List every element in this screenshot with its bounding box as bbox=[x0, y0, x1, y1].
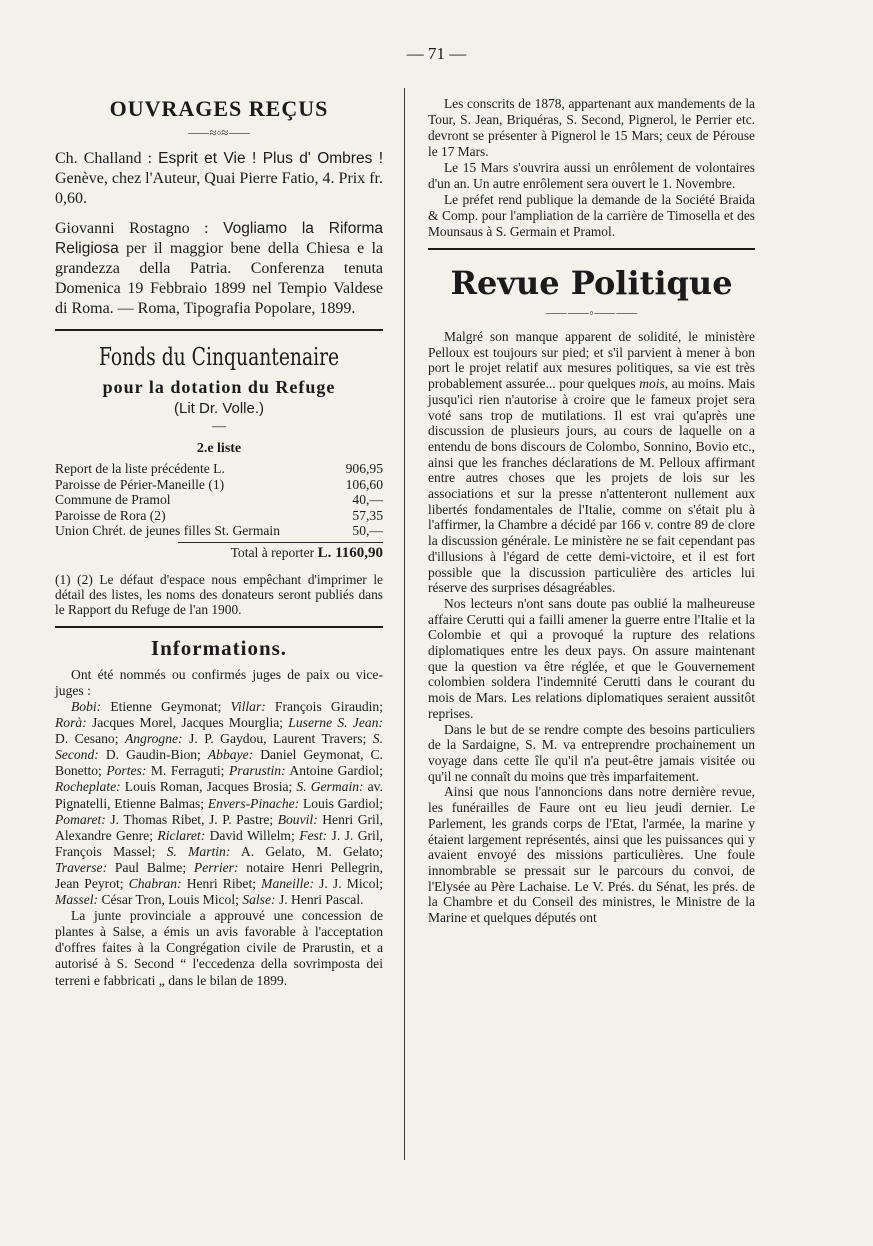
revue-paragraph: Dans le but de se rendre compte des besoins particuliers de la Sardaigne, S. M. va entreprendre prochainement un voyage dans cette île qu'il n'a peut-être jamais visitée ou qu'il ne connaît du moins que très imparfaitement. bbox=[428, 721, 755, 784]
news-paragraph: Le préfet rend publique la demande de la Société Braida & Comp. pour l'ampliation de la carrière de Timosella et des Mounsaus à S. Germain et Pramol. bbox=[428, 192, 755, 239]
list-item bbox=[55, 477, 383, 493]
ouvrage-author: Ch. Challand : bbox=[55, 150, 153, 167]
left-column bbox=[55, 96, 383, 989]
total-value: L. 1160,90 bbox=[317, 544, 383, 561]
informations-body bbox=[55, 667, 383, 989]
ouvrages-ornament: ⸺≈◦≈⸺ bbox=[187, 125, 251, 140]
section-rule bbox=[55, 626, 383, 628]
donation-list bbox=[55, 461, 383, 562]
news-items bbox=[428, 96, 755, 240]
list-item bbox=[55, 523, 383, 539]
news-paragraph: Les conscrits de 1878, appartenant aux mandements de la Tour, S. Jean, Briquéras, S. Second, Pignerol, le Perrier etc. devront se présenter à Pignerol le 15 Mars; ceux de Pérouse le 17 Mars. bbox=[428, 96, 755, 159]
ouvrage-author: Giovanni Rostagno : bbox=[55, 220, 209, 237]
section-rule bbox=[428, 248, 755, 250]
list-item-value: 57,35 bbox=[352, 507, 383, 523]
revue-paragraph: Ainsi que nous l'annoncions dans notre dernière revue, les funérailles de Faure ont eu lieu jeudi dernier. Le Parlement, les grands corps de l'Etat, l'armée, la marine y étaient largement représentés, ainsi que les puissances qui y avaient envoyé des missions particulières. Une foule innombrable se pressait sur le parcours du convoi, de l'Elysée au Père Lachaise. Le V. Prés. du Sénat, les prés. de la Chambre et du Conseil des ministres, le Ministre de la Marine et quelques députés ont bbox=[428, 784, 755, 926]
ouvrage-title: Esprit et Vie ! Plus d' Ombres ! bbox=[158, 150, 384, 167]
revue-body bbox=[428, 329, 755, 926]
list-item-label: Paroisse de Périer-Maneille (1) bbox=[55, 476, 225, 492]
informations-title: Informations. bbox=[150, 635, 288, 660]
page-number: — 71 — bbox=[406, 44, 467, 63]
ouvrage-details: per il maggior bene della Chiesa e la grandezza della Patria. Conferenza tenuta Domenica 19 Febbraio 1899 nel Tempio Valdese di Roma. — Roma, Tipografia Popolare, 1899. bbox=[55, 240, 383, 317]
column-divider bbox=[404, 88, 405, 1160]
informations-intro: Ont été nommés ou confirmés juges de paix ou vice-juges : bbox=[55, 666, 383, 698]
list-item-label: Union Chrét. de jeunes filles St. Germain bbox=[55, 523, 281, 539]
fonds-dash: — bbox=[212, 419, 226, 434]
juges-list: Bobi: Etienne Geymonat; Villar: François Giraudin; Rorà: Jacques Morel, Jacques Mourglia; Luserne S. Jean: D. Cesano; Angrogne: J. P. Gaydou, Laurent Travers; S. Second: D. Gaudin-Bion; Abbaye: Daniel Geymonat, C. Bonetto; Portes: M. Ferraguti; Prarustin: Antoine Gardiol; Rocheplate: Louis Roman, Jacques Brosia; S. Germain: av. Pignatelli, Etienne Balmas; Envers-Pinache: Louis Gardiol; Pomaret: J. Thomas Ribet, J. P. Pastre; Bouvil: Henri Gril, Alexandre Genre; Riclaret: David Willelm; Fest: J. J. Gril, François Massel; S. Martin: A. Gelato, M. Gelato; Traverse: Paul Balme; Perrier: notaire Henri Pellegrin, Jean Peyrot; Chabran: Henri Ribet; Maneille: J. J. Micol; Massel: César Tron, Louis Micol; Salse: J. Henri Pascal. bbox=[55, 698, 384, 908]
revue-paragraph: Nos lecteurs n'ont sans doute pas oublié la malheureuse affaire Cerutti qui a failli amener la guerre entre l'Italie et la Colombie et qui a provoqué la rupture des relations diplomatiques entre les deux pays. On assure maintenant que la question va être réglée, et que le Gouvernement colombien soldera l'indemnité Cerutti dans le courant du mois de Mars. Les relations diplomatiques seraient aussitôt reprises. bbox=[428, 595, 755, 721]
section-rule bbox=[55, 329, 383, 331]
total-label: Total à reporter bbox=[230, 544, 315, 560]
list-total bbox=[178, 542, 383, 562]
list-item-value: 906,95 bbox=[345, 461, 383, 476]
list-item bbox=[55, 492, 383, 508]
news-paragraph: Le 15 Mars s'ouvrira aussi un enrôlement de volontaires d'un an. Un autre enrôlement sera ouvert le 1. Novembre. bbox=[428, 160, 755, 191]
footnote: (1) (2) Le défaut d'espace nous empêchant d'imprimer le détail des listes, les noms des donateurs seront publiés dans le Rapport du Refuge de l'an 1900. bbox=[55, 571, 383, 618]
revue-ornament: ⸺⸺◦⸺⸺ bbox=[545, 305, 638, 320]
list-item-value: 106,60 bbox=[345, 476, 383, 492]
fonds-subtitle: pour la dotation du Refuge bbox=[102, 377, 336, 397]
revue-paragraph: Malgré son manque apparent de solidité, le ministère Pelloux est toujours sur pied; et s'il parvient à mener à bon port le projet relatif aux mesures politiques, sa vie est très probablement assurée... pour quelques mois, au moins. Mais jusqu'ici rien n'autorise à croire que le fameux projet sera voté sans trop de mutilations. Il est vrai qu'après une discussion de plusieurs jours, au cours de laquelle on a entendu de bons discours de Colombo, Sonnino, Bovio etc., ainsi que les franches déclarations de M. Pelloux affirmant entre autres choses que les projets de lois sur les associations et sur la presse n'attenteront nullement aux libertés fondamentales de l'Italie, comme on s'était plu à l'affirmer, la Chambre a décidé par 166 v. contre 89 de clore la discussion générale. Le ministère ne se fait cependant pas d'illusions à l'égard de cette demi-victoire, et il est fort possible que la discussion particulière des articles lui réserve des surprises désagréables. bbox=[428, 329, 756, 596]
list-item-value: 40,— bbox=[352, 492, 383, 508]
fonds-title: Fonds du Cinquantenaire bbox=[98, 343, 340, 371]
list-item-label: Paroisse de Rora (2) bbox=[55, 507, 166, 523]
list-item-value: 50,— bbox=[352, 523, 383, 539]
list-item-label: Report de la liste précédente L. bbox=[55, 461, 225, 476]
fonds-lit: (Lit Dr. Volle.) bbox=[173, 400, 265, 417]
ouvrages-title: OUVRAGES REÇUS bbox=[109, 96, 329, 121]
ouvrage-details: Genève, chez l'Auteur, Quai Pierre Fatio, 4. Prix fr. 0,60. bbox=[55, 170, 383, 207]
junte-paragraph: La junte provinciale a approuvé une concession de plantes à Salse, a émis un avis favorable à l'acceptation d'offres faites à la Congrégation civile de Prarustin, et a autorisé à S. Second “ l'eccedenza della sovrimposta dei terreni e fabbricati „ dans le bilan de 1899. bbox=[55, 908, 383, 988]
list-item bbox=[55, 461, 383, 477]
right-column bbox=[428, 96, 755, 926]
list-item-label: Commune de Pramol bbox=[55, 492, 171, 508]
ouvrage-title: Vogliamo la Riforma Religiosa bbox=[55, 220, 384, 257]
liste-heading: 2.e liste bbox=[196, 441, 242, 456]
list-item bbox=[55, 508, 383, 524]
ouvrage-entry-1 bbox=[55, 149, 383, 209]
ouvrage-entry-2 bbox=[55, 219, 383, 319]
revue-title: Revue Politique bbox=[450, 264, 733, 302]
